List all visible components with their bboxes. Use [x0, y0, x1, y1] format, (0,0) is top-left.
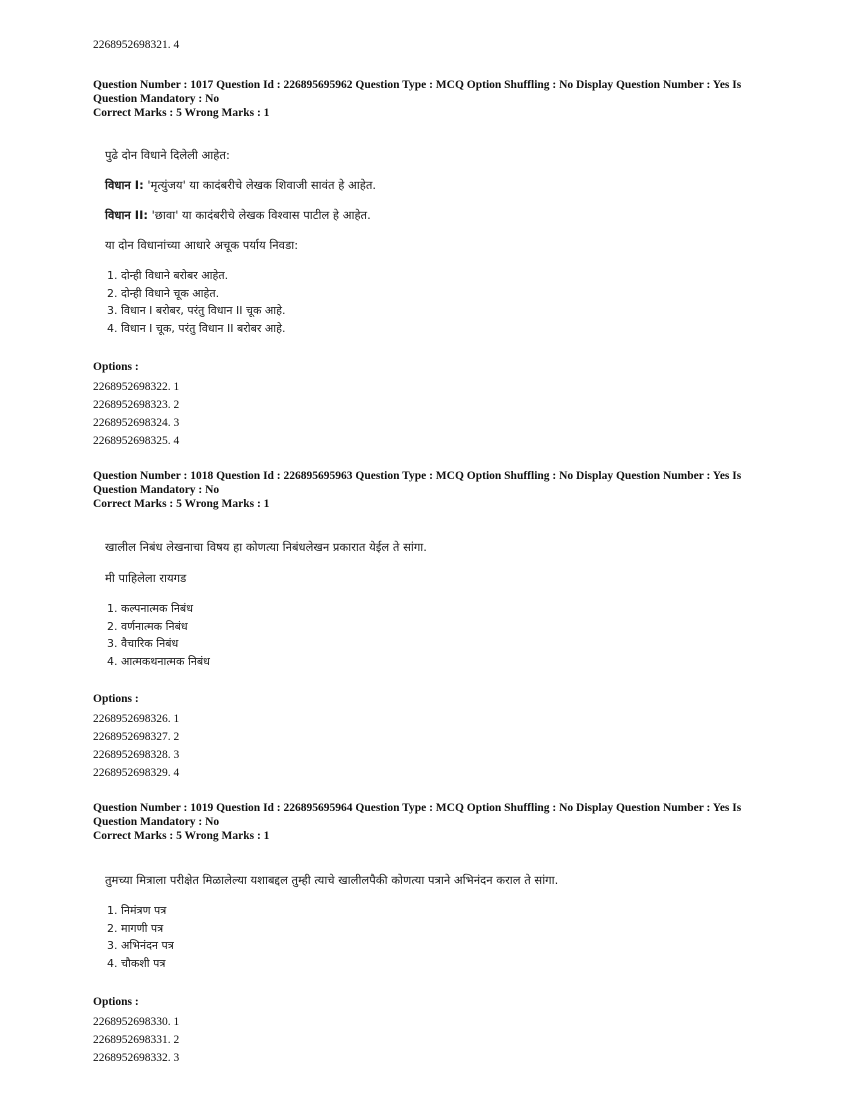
question-block-1017 [93, 78, 773, 120]
option-id: 2268952698325. 4 [93, 435, 180, 447]
statement-2-text: 'छावा' या कादंबरीचे लेखक विश्वास पाटील हे आहेत. [147, 208, 371, 222]
option-id: 2268952698323. 2 [93, 399, 180, 411]
statement-1 [105, 178, 765, 193]
statement-1-text: 'मृत्युंजय' या कादंबरीचे लेखक शिवाजी सावंत हे आहेत. [143, 178, 377, 192]
option-id: 2268952698332. 3 [93, 1052, 180, 1064]
choice-item: 1. निमंत्रण पत्र [107, 904, 167, 917]
question-meta-line: Question Number : 1017 Question Id : 226895695962 Question Type : MCQ Option Shuffling : No Display Question Number : Yes Is [93, 79, 742, 91]
choice-item: 2. वर्णनात्मक निबंध [107, 619, 188, 633]
question-text-1018 [105, 540, 765, 670]
option-id: 2268952698327. 2 [93, 731, 180, 743]
question-text-1017 [105, 148, 765, 337]
option-id: 2268952698330. 1 [93, 1016, 180, 1028]
essay-topic: मी पाहिलेला रायगड [105, 571, 187, 585]
statement-1-label: विधान I: [105, 178, 144, 192]
question-intro: पुढे दोन विधाने दिलेली आहेत: [105, 148, 230, 162]
question-mandatory-line: Question Mandatory : No [93, 816, 220, 828]
choice-list [105, 600, 765, 670]
options-block-1019 [93, 995, 179, 1067]
choice-item: 3. अभिनंदन पत्र [107, 939, 174, 952]
option-id-list [93, 378, 179, 450]
options-block-1018 [93, 692, 179, 782]
statement-2 [105, 208, 765, 223]
previous-option-line: 2268952698321. 4 [93, 39, 180, 51]
options-title: Options : [93, 361, 139, 373]
options-title: Options : [93, 693, 139, 705]
question-instruction: या दोन विधानांच्या आधारे अचूक पर्याय निवडा: [105, 238, 299, 252]
option-id: 2268952698328. 3 [93, 749, 180, 761]
option-id: 2268952698324. 3 [93, 417, 180, 429]
choice-list [105, 267, 765, 337]
option-id: 2268952698329. 4 [93, 767, 180, 779]
question-meta-line: Question Number : 1019 Question Id : 226895695964 Question Type : MCQ Option Shuffling : No Display Question Number : Yes Is [93, 802, 742, 814]
option-id: 2268952698331. 2 [93, 1034, 180, 1046]
question-intro: खालील निबंध लेखनाचा विषय हा कोणत्या निबंधलेखन प्रकारात येईल ते सांगा. [105, 540, 427, 554]
question-mandatory-line: Question Mandatory : No [93, 484, 220, 496]
question-block-1018 [93, 469, 773, 511]
options-block-1017 [93, 360, 179, 450]
choice-item: 3. वैचारिक निबंध [107, 637, 179, 650]
choice-item: 3. विधान I बरोबर, परंतु विधान II चूक आहे. [107, 304, 286, 317]
option-id: 2268952698322. 1 [93, 381, 180, 393]
question-marks-line: Correct Marks : 5 Wrong Marks : 1 [93, 830, 270, 842]
option-id-list [93, 710, 179, 782]
option-id: 2268952698326. 1 [93, 713, 180, 725]
question-marks-line: Correct Marks : 5 Wrong Marks : 1 [93, 107, 270, 119]
option-id-list [93, 1013, 179, 1067]
choice-item: 2. मागणी पत्र [107, 921, 164, 935]
choice-item: 4. विधान I चूक, परंतु विधान II बरोबर आहे. [107, 321, 286, 335]
choice-list [105, 902, 765, 972]
choice-item: 4. आत्मकथनात्मक निबंध [107, 654, 210, 668]
choice-item: 4. चौकशी पत्र [107, 956, 166, 970]
question-block-1019 [93, 801, 773, 843]
question-mandatory-line: Question Mandatory : No [93, 93, 220, 105]
choice-item: 1. कल्पनात्मक निबंध [107, 602, 193, 615]
question-intro: तुमच्या मित्राला परीक्षेत मिळालेल्या यशाबद्दल तुम्ही त्याचे खालीलपैकी कोणत्या पत्राने अभिनंदन कराल ते सांगा. [105, 873, 559, 887]
statement-2-label: विधान II: [105, 208, 148, 222]
question-marks-line: Correct Marks : 5 Wrong Marks : 1 [93, 498, 270, 510]
options-title: Options : [93, 996, 139, 1008]
choice-item: 1. दोन्ही विधाने बरोबर आहेत. [107, 269, 229, 282]
choice-item: 2. दोन्ही विधाने चूक आहेत. [107, 286, 220, 300]
question-text-1019 [105, 873, 765, 972]
question-meta-line: Question Number : 1018 Question Id : 226895695963 Question Type : MCQ Option Shuffling : No Display Question Number : Yes Is [93, 470, 742, 482]
